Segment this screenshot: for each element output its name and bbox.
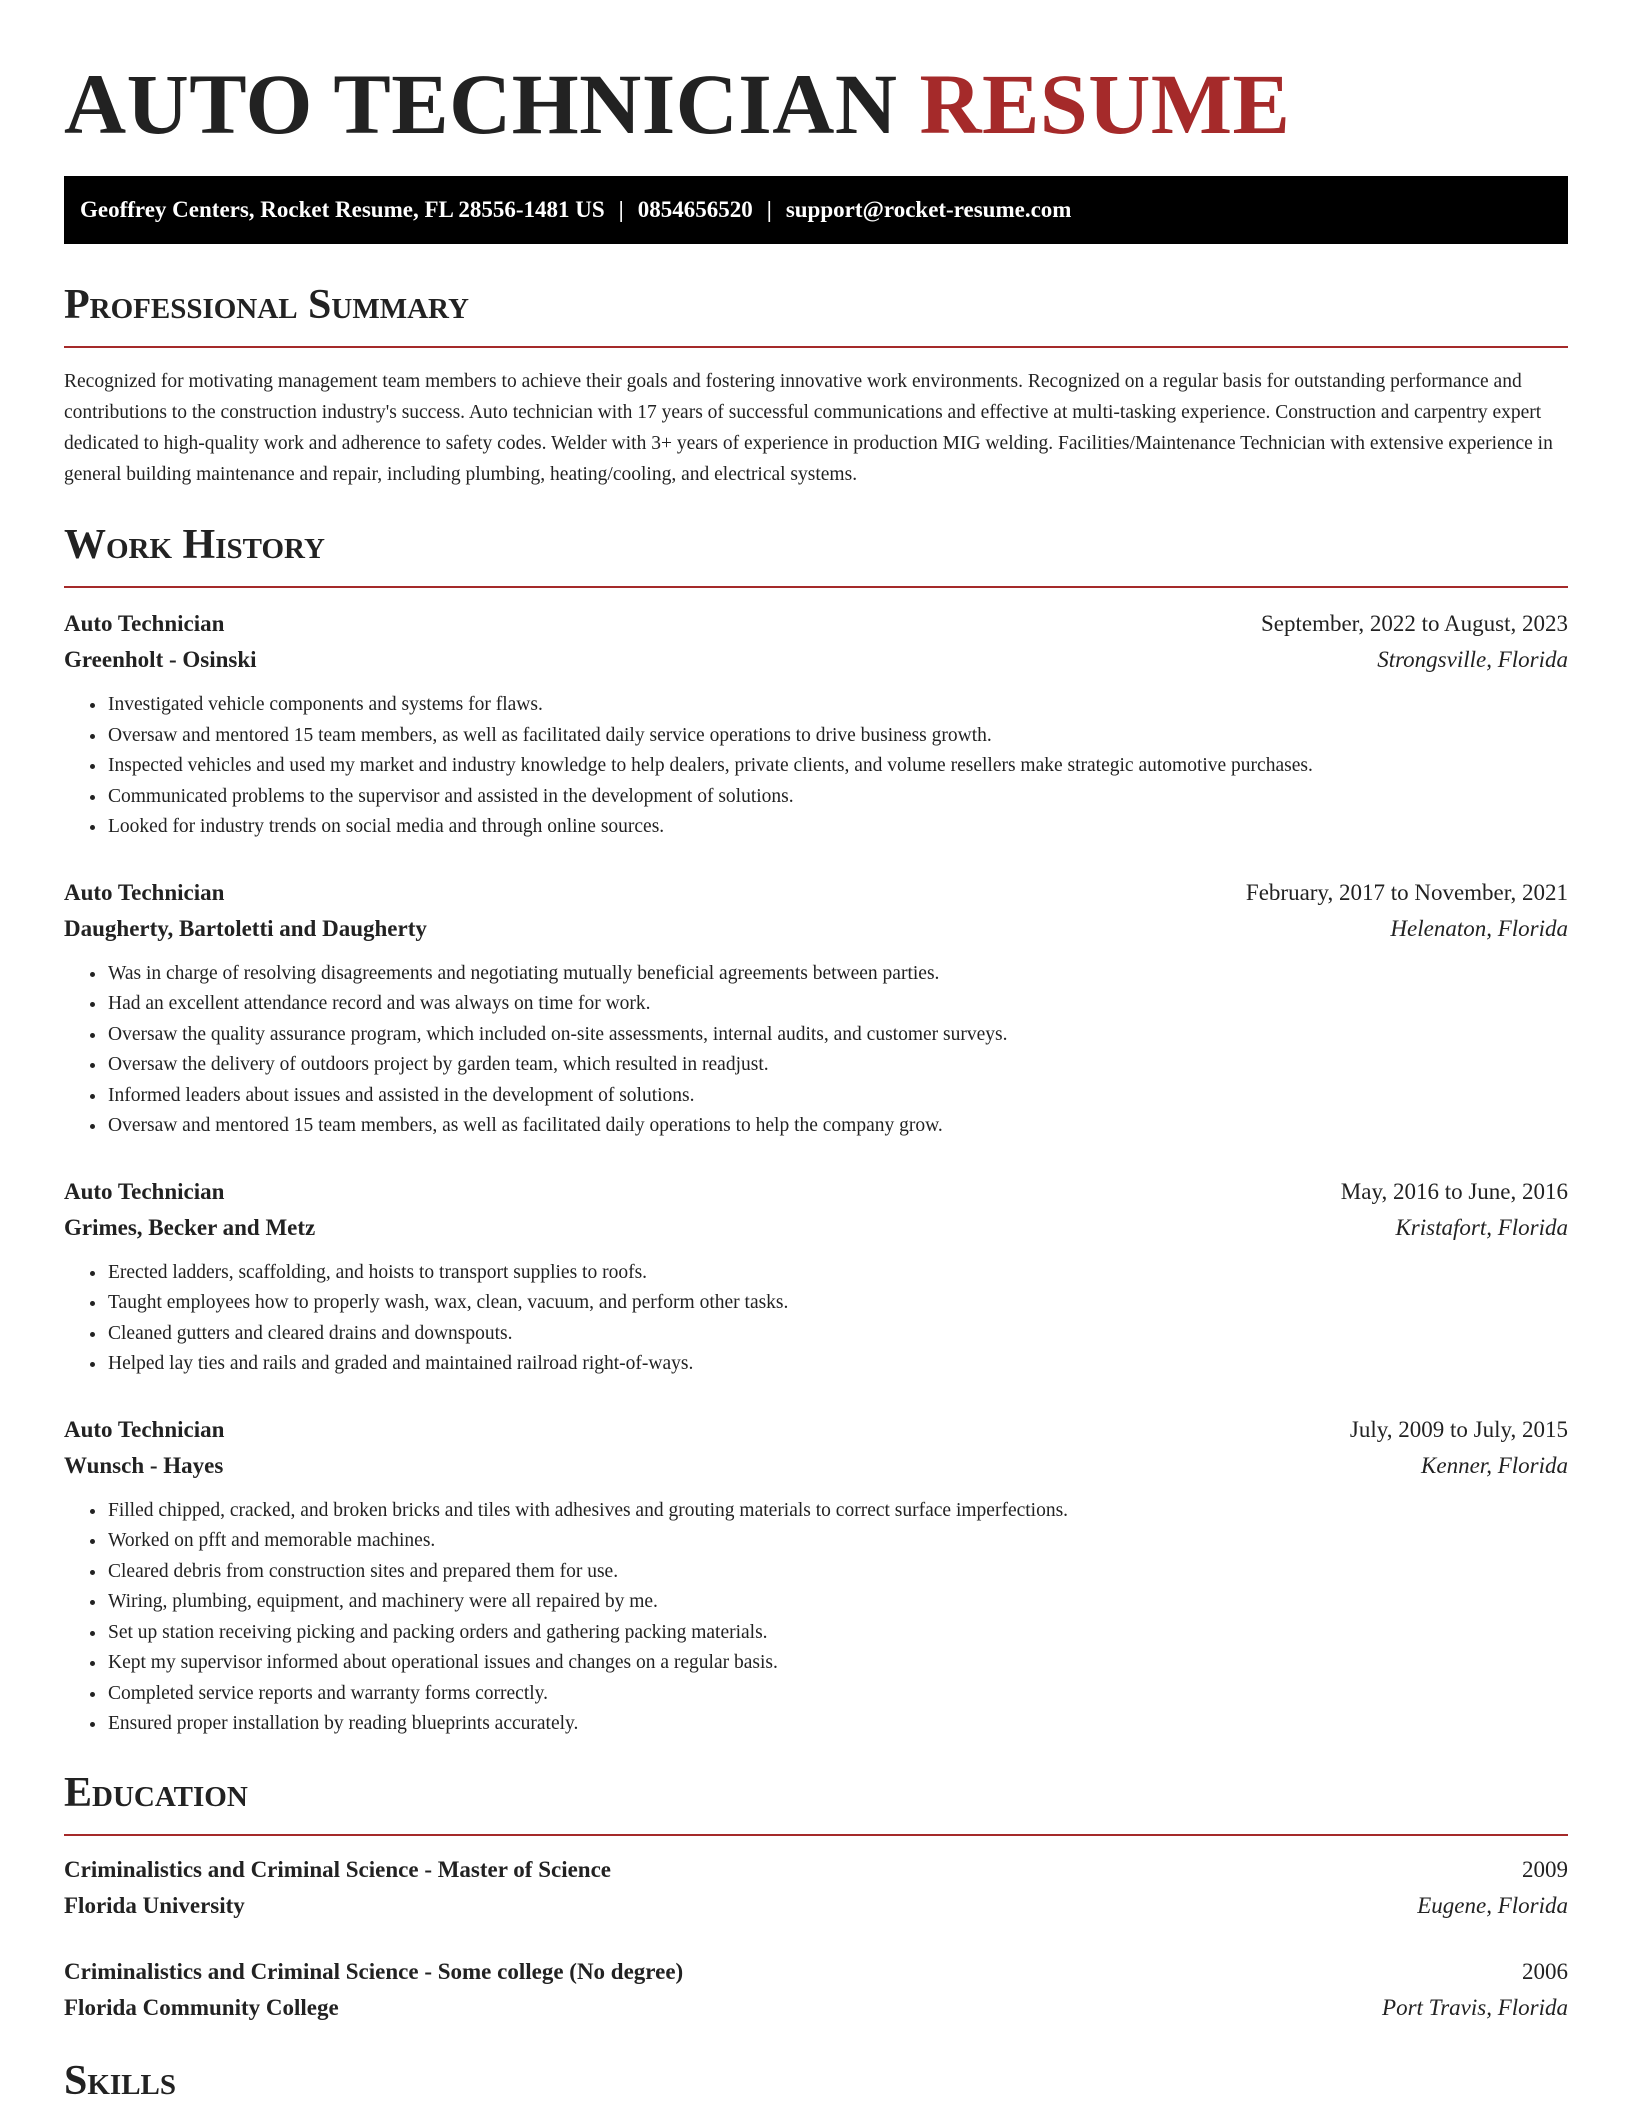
education-section — [64, 1768, 1568, 2026]
resume-title — [64, 0, 1568, 152]
job-title: Auto Technician — [64, 1178, 225, 1204]
job-bullet: • Oversaw the quality assurance program, which included on-site assessments, internal audits, and customer surveys. — [107, 1020, 1568, 1051]
job-location: Helenaton, Florida — [1390, 915, 1568, 941]
resume-page — [64, 0, 1568, 2106]
job-bullet: • Cleaned gutters and cleared drains and downspouts. — [107, 1319, 1568, 1350]
title-accent: RESUME — [919, 56, 1291, 152]
section-divider — [64, 346, 1568, 348]
job-company: Greenholt - Osinski — [64, 647, 257, 672]
job-company: Grimes, Becker and Metz — [64, 1214, 316, 1240]
summary-section — [64, 280, 1568, 490]
section-divider — [64, 1834, 1568, 1836]
job-bullet: • Had an excellent attendance record and was always on time for work. — [107, 989, 1568, 1020]
education-school: Florida University — [64, 1892, 245, 1918]
job-title: Auto Technician — [64, 879, 225, 905]
skills-heading: Skills — [64, 2057, 177, 2104]
skills-section — [64, 2056, 1568, 2106]
job-bullet: • Cleared debris from construction sites and prepared them for use. — [107, 1557, 1568, 1588]
job-entry — [64, 1174, 1568, 1380]
job-entry — [64, 875, 1568, 1142]
job-bullet: • Filled chipped, cracked, and broken bricks and tiles with adhesives and grouting materials to correct surface imperfections. — [107, 1496, 1568, 1527]
job-location: Strongsville, Florida — [1377, 647, 1568, 672]
education-location: Eugene, Florida — [1417, 1892, 1568, 1918]
job-bullet: • Completed service reports and warranty forms correctly. — [107, 1679, 1568, 1710]
section-divider — [64, 586, 1568, 588]
education-year: 2009 — [1522, 1856, 1568, 1882]
work-history-heading: Work History — [64, 522, 325, 568]
job-entry — [64, 1412, 1568, 1740]
job-bullet: • Was in charge of resolving disagreements and negotiating mutually beneficial agreements between parties. — [107, 959, 1568, 990]
education-degree: Criminalistics and Criminal Science - Some college (No degree) — [64, 1958, 684, 1984]
contact-phone: 0854656520 — [637, 197, 753, 222]
job-bullet: • Oversaw and mentored 15 team members, as well as facilitated daily operations to help the company grow. — [107, 1111, 1568, 1142]
education-school: Florida Community College — [64, 1994, 339, 2020]
job-bullet: • Oversaw and mentored 15 team members, as well as facilitated daily service operations to drive business growth. — [107, 721, 1568, 752]
education-location: Port Travis, Florida — [1382, 1994, 1568, 2020]
job-company: Wunsch - Hayes — [64, 1452, 224, 1478]
job-title: Auto Technician — [64, 611, 225, 636]
job-location: Kristafort, Florida — [1395, 1214, 1568, 1240]
education-degree: Criminalistics and Criminal Science - Master of Science — [64, 1856, 612, 1882]
contact-separator: | — [766, 197, 772, 222]
job-bullet: • Wiring, plumbing, equipment, and machinery were all repaired by me. — [107, 1587, 1568, 1618]
job-bullet: • Informed leaders about issues and assisted in the development of solutions. — [107, 1081, 1568, 1112]
job-bullet: • Inspected vehicles and used my market and industry knowledge to help dealers, private clients, and volume resellers make strategic automotive purchases. — [107, 751, 1568, 782]
job-dates: February, 2017 to November, 2021 — [1245, 879, 1568, 905]
education-entry — [64, 1954, 1568, 2026]
work-history-section — [64, 520, 1568, 1740]
contact-bar — [64, 176, 1568, 244]
education-year: 2006 — [1522, 1958, 1568, 1984]
job-dates: September, 2022 to August, 2023 — [1260, 611, 1568, 636]
job-location: Kenner, Florida — [1421, 1452, 1568, 1478]
job-bullet: • Communicated problems to the supervisor and assisted in the development of solutions. — [107, 782, 1568, 813]
job-bullet: • Investigated vehicle components and systems for flaws. — [107, 690, 1568, 721]
job-bullet: • Taught employees how to properly wash, wax, clean, vacuum, and perform other tasks. — [107, 1288, 1568, 1319]
contact-separator: | — [618, 197, 624, 222]
summary-heading: Professional Summary — [64, 282, 469, 328]
job-entry — [64, 606, 1568, 843]
job-title: Auto Technician — [64, 1416, 225, 1442]
job-bullet: • Helped lay ties and rails and graded and maintained railroad right-of-ways. — [107, 1349, 1568, 1380]
job-bullet: • Oversaw the delivery of outdoors project by garden team, which resulted in readjust. — [107, 1050, 1568, 1081]
job-dates: July, 2009 to July, 2015 — [1349, 1416, 1568, 1442]
job-bullets — [64, 959, 1568, 1142]
job-bullet: • Looked for industry trends on social media and through online sources. — [107, 812, 1568, 843]
title-main: AUTO TECHNICIAN — [64, 56, 898, 152]
contact-email: support@rocket-resume.com — [785, 197, 1072, 222]
job-bullet: • Set up station receiving picking and packing orders and gathering packing materials. — [107, 1618, 1568, 1649]
education-entry — [64, 1852, 1568, 1924]
job-bullets — [64, 1496, 1568, 1740]
job-bullets — [64, 690, 1568, 843]
job-company: Daugherty, Bartoletti and Daugherty — [64, 915, 427, 941]
summary-text: Recognized for motivating management team members to achieve their goals and fostering innovative work environments. Recognized on a regular basis for outstanding performance and contributions to the construction industry's success. Auto technician with 17 years of successful communications and effective at multi-tasking experience. Construction and carpentry expert dedicated to high-quality work and adherence to safety codes. Welder with 3+ years of experience in production MIG welding. Facilities/Maintenance Technician with extensive experience in general building maintenance and repair, including plumbing, heating/cooling, and electrical systems. — [64, 371, 1553, 485]
education-heading: Education — [64, 1769, 248, 1816]
job-bullets — [64, 1258, 1568, 1380]
job-bullet: • Kept my supervisor informed about operational issues and changes on a regular basis. — [107, 1648, 1568, 1679]
job-dates: May, 2016 to June, 2016 — [1340, 1178, 1568, 1204]
job-bullet: • Ensured proper installation by reading blueprints accurately. — [107, 1709, 1568, 1740]
job-bullet: • Worked on pfft and memorable machines. — [107, 1526, 1568, 1557]
job-bullet: • Erected ladders, scaffolding, and hoists to transport supplies to roofs. — [107, 1258, 1568, 1289]
contact-address: Geoffrey Centers, Rocket Resume, FL 28556-1481 US — [80, 197, 605, 222]
